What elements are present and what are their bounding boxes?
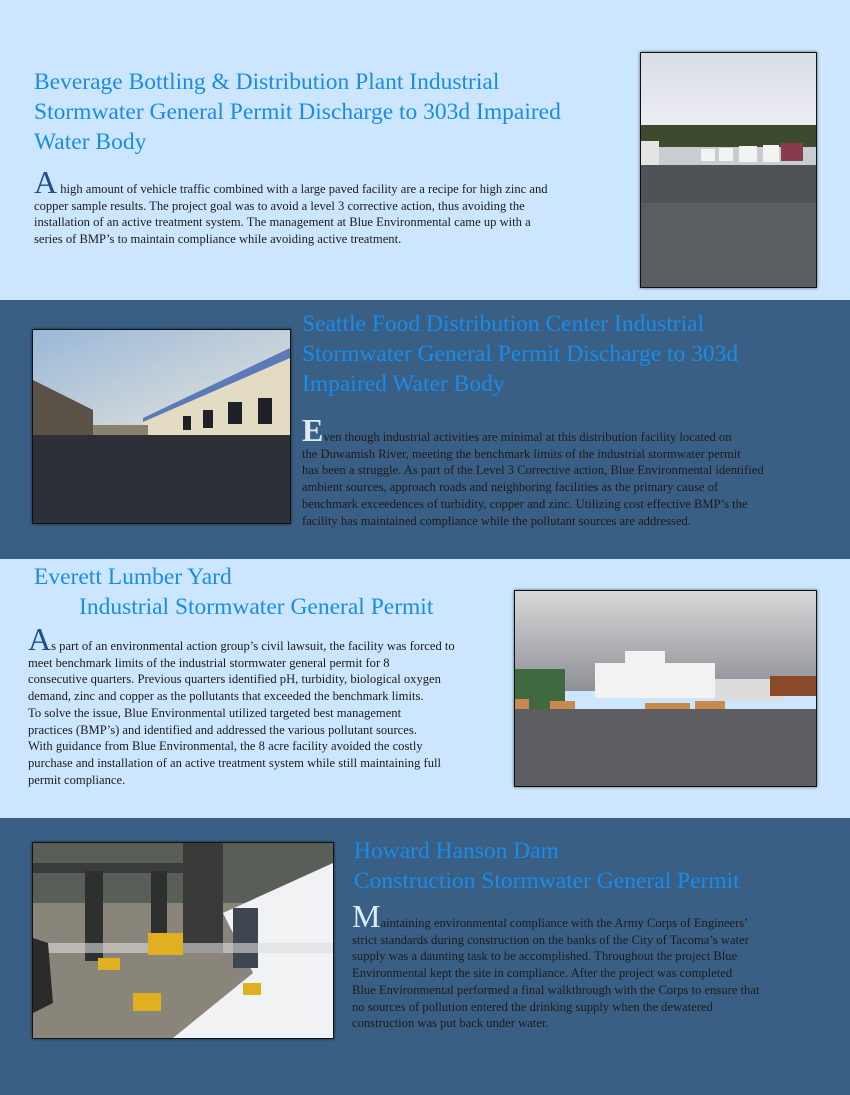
project-title: Seattle Food Distribution Center Industrial Stormwater General Permit Discharge to 303d Impaired Water Body xyxy=(302,311,739,397)
drop-cap: A xyxy=(34,164,58,200)
lumber-yard-photo xyxy=(514,590,817,787)
project-title: Beverage Bottling & Distribution Plant Industrial Stormwater General Permit Discharge to 303d Impaired Water Body xyxy=(34,69,561,155)
project-section-beverage-plant xyxy=(0,0,850,300)
project-description: Maintaining environmental compliance with the Army Corps of Engineers’ strict standards during construction on the banks of the City of Tacoma’s water supply was a daunting task to be accomplished. Throughout the project Blue Environmental kept the site in compliance. After the project was completed Blue Environmental performed a final walkthrough with the Corps to ensure that no sources of pollution entered the drinking supply when the dewatered construction was put back under water. xyxy=(352,898,760,1031)
project-title: Everett Lumber Yard Industrial Stormwater General Permit xyxy=(34,564,434,620)
project-section-seattle-food xyxy=(0,300,850,559)
dam-construction-photo xyxy=(32,842,334,1039)
drop-cap: M xyxy=(352,898,381,934)
project-section-everett-lumber xyxy=(0,559,850,818)
project-title: Howard Hanson Dam Construction Stormwater General Permit xyxy=(354,838,740,894)
project-description: As part of an environmental action group’s civil lawsuit, the facility was forced to meet benchmark limits of the industrial stormwater general permit for 8 consecutive quarters. Previous quarters identified pH, turbidity, biological oxygen demand, zinc and copper as the pollutants that exceeded the benchmark limits. To solve the issue, Blue Environmental utilized targeted best management practices (BMP’s) and identified and addressed the various pollutant sources. With guidance from Blue Environmental, the 8 acre facility avoided the costly purchase and installation of an active treatment system while still maintaining full permit compliance. xyxy=(28,621,455,787)
drop-cap: A xyxy=(28,621,52,657)
drop-cap: E xyxy=(302,412,324,448)
project-description: A high amount of vehicle traffic combined with a large paved facility are a recipe for high zinc and copper sample results. The project goal was to avoid a level 3 corrective action, thus avoiding the installation of an active treatment system. The management at Blue Environmental came up with a series of BMP’s to maintain compliance while avoiding active treatment. xyxy=(34,164,548,247)
beverage-plant-photo xyxy=(640,52,817,288)
distribution-center-photo xyxy=(32,329,291,524)
project-section-howard-hanson-dam xyxy=(0,818,850,1095)
project-description: Even though industrial activities are minimal at this distribution facility located on the Duwamish River, meeting the benchmark limits of the industrial stormwater permit has been a struggle. As part of the Level 3 Corrective action, Blue Environmental identified ambient sources, approach roads and neighboring facilities as the primary cause of benchmark exceedences of turbidity, copper and zinc. Utilizing cost effective BMP’s the facility has maintained compliance while the pollutant sources are addressed. xyxy=(302,412,764,528)
